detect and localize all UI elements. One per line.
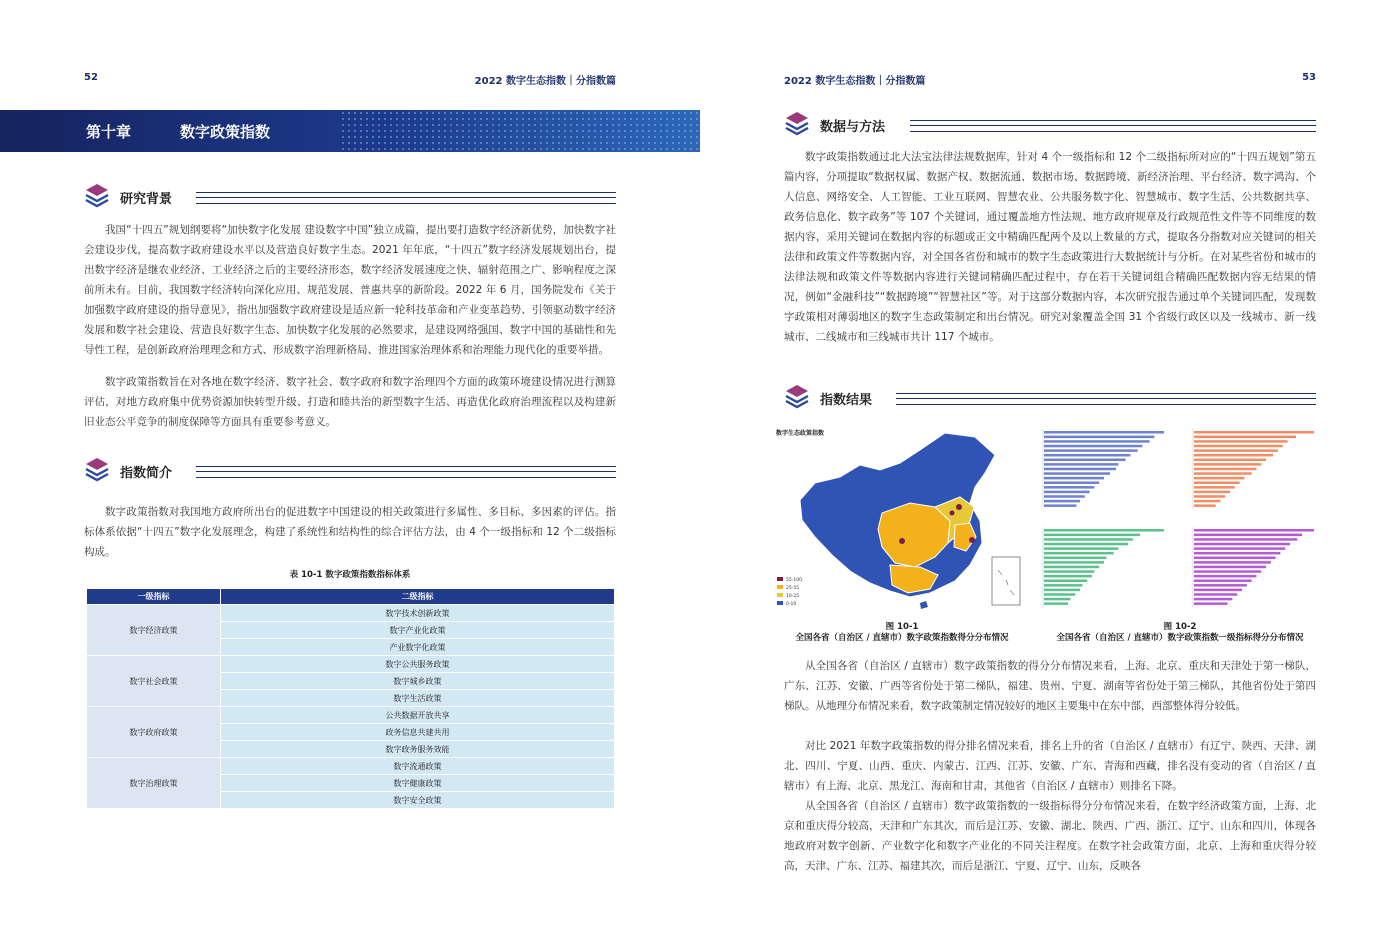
mini-chart-bar	[1194, 593, 1237, 596]
figure-1-label: 图 10-1	[885, 622, 919, 632]
mini-chart-bar	[1044, 436, 1154, 439]
legend-item: 10-25	[777, 593, 802, 601]
table-header: 一级指标	[87, 589, 221, 605]
section-rule	[896, 393, 1316, 405]
mini-chart-bar	[1194, 445, 1283, 448]
mini-chart-bar	[1194, 543, 1290, 546]
section-header-method	[784, 110, 1316, 140]
mini-chart-bar	[1044, 468, 1116, 471]
results-paragraph-1: 从全国各省（自治区 / 直辖市）数字政策指数的得分分布情况来看，上海、北京、重庆和天津处于第一梯队，广东、江苏、安徽、广西等省份处于第二梯队，福建、贵州、宁夏、湖南等省份处于第三梯队，其他省份处于第四梯队。从地理分布情况来看，数字政策制定情况较好的地区主要集中在东中部，西部整体得分较低。	[784, 660, 1316, 712]
level2-indicator: 数字健康政策	[221, 775, 615, 792]
section-title: 指数结果	[820, 393, 873, 408]
section-rule	[910, 120, 1316, 132]
section-header-results	[784, 383, 1316, 413]
mini-chart-bar	[1194, 552, 1280, 555]
section-title: 数据与方法	[820, 120, 886, 135]
mini-chart-bar	[1044, 552, 1114, 555]
mini-chart-bar	[1044, 495, 1085, 498]
level2-indicator: 政务信息共建共用	[221, 724, 615, 741]
chapter-banner-pattern	[340, 110, 700, 152]
mini-chart-bar	[1194, 477, 1244, 480]
mini-chart-bar	[1044, 431, 1164, 434]
mini-chart-bar	[1194, 579, 1252, 582]
results-paragraph-2: 对比 2021 年数字政策指数的得分排名情况来看，排名上升的省（自治区 / 直辖市）有辽宁、陕西、天津、湖北、四川、宁夏、山西、重庆、内蒙古、江西、江苏、安徽、广东、青海和西藏，排名没有变动的省（自治区 / 直辖市）有上海、北京、黑龙江、海南和甘肃，其他省（自治区 / 直辖市）则排名下降。	[784, 740, 1316, 792]
level2-indicator: 数字流通政策	[221, 758, 615, 775]
mini-chart-bar	[1044, 575, 1092, 578]
legend-item: 0-10	[777, 601, 802, 609]
figure-1-caption: 全国各省（自治区 / 直辖市）数字政策指数得分分布情况	[795, 633, 1009, 643]
map-legend	[777, 577, 802, 609]
level2-indicator: 数字技术创新政策	[221, 605, 615, 622]
table-row	[87, 605, 615, 622]
mini-chart-bar	[1044, 481, 1099, 484]
level1-indicator: 数字治理政策	[87, 758, 221, 809]
level2-indicator: 数字产业化政策	[221, 622, 615, 639]
mini-chart-bar	[1044, 472, 1110, 475]
section-title: 指数简介	[120, 466, 173, 481]
level2-indicator: 数字城乡政策	[221, 673, 615, 690]
mini-chart-bar	[1194, 459, 1266, 462]
section-rule	[196, 466, 616, 478]
mini-chart-bar	[1194, 602, 1228, 605]
mini-chart-bar	[1194, 570, 1261, 573]
level1-indicator: 数字经济政策	[87, 605, 221, 656]
legend-item: 25-55	[777, 585, 802, 593]
mini-chart-bar	[1044, 449, 1138, 452]
chapter-title: 数字政策指数	[180, 123, 271, 141]
mini-chart-bar	[1194, 538, 1297, 541]
chapter-number: 第十章	[86, 123, 132, 141]
level2-indicator: 数字公共服务政策	[221, 656, 615, 673]
mini-chart-bar	[1044, 589, 1080, 592]
mini-chart-bar	[1194, 440, 1288, 443]
mini-chart-bar	[1194, 575, 1256, 578]
level1-indicator: 数字社会政策	[87, 656, 221, 707]
mini-chart-bar	[1044, 440, 1150, 443]
figure-2-caption: 全国各省（自治区 / 直辖市）数字政策指数一级指标得分分布情况	[1056, 633, 1304, 643]
layers-icon	[784, 110, 810, 140]
mini-chart-bar	[1194, 598, 1232, 601]
mini-chart-bar	[1194, 547, 1285, 550]
mini-chart-bar	[1194, 454, 1273, 457]
legend-item: 55-100	[777, 577, 802, 585]
mini-chart-bar	[1044, 500, 1080, 503]
mini-chart-bar	[1044, 454, 1130, 457]
mini-chart-bar	[1194, 561, 1271, 564]
layers-icon	[784, 383, 810, 413]
mini-chart-bar	[1044, 598, 1070, 601]
mini-chart-bar	[1044, 547, 1118, 550]
mini-chart-bar	[1194, 557, 1276, 560]
table-row	[87, 758, 615, 775]
mini-chart-bar	[1194, 481, 1240, 484]
right-page	[700, 0, 1400, 950]
mini-chart-bar	[1044, 504, 1076, 507]
china-map	[770, 425, 1038, 617]
intro-paragraph: 数字政策指数对我国地方政府所出台的促进数字中国建设的相关政策进行多属性、多目标、多因素的评估。指标体系依据“十四五”数字化发展理念，构建了系统性和结构性的综合评估方法，由 4 个一级指标和 12 个二级指标构成。	[84, 506, 616, 558]
level2-indicator: 数字政务服务效能	[221, 741, 615, 758]
background-paragraph-1: 我国“十四五”规划纲要将“加快数字化发展 建设数字中国”独立成篇，提出要打造数字经济新优势，加快数字社会建设步伐，提高数字政府建设水平以及营造良好数字生态。2021 年年底，“十四五”数字经济发展规划出台，提出数字经济是继农业经济、工业经济之后的主要经济形态，数字经济发展速度之快、辐射范围之广、影响程度之深前所未有。目前，我国数字经济转向深化应用、规范发展、普惠共享的新阶段。2022 年 6 月，国务院发布《关于加强数字政府建设的指导意见》，指出加强数字政府建设是适应新一轮科技革命和产业变革趋势、引领驱动数字经济发展和数字社会建设、营造良好数字生态、加快数字化发展的必然要求，是建设网络强国、数字中国的基础性和先导性工程，是创新政府治理理念和方式、形成数字治理新格局、推进国家治理体系和治理能力现代化的重要举措。	[84, 224, 616, 356]
table-row	[87, 707, 615, 724]
mini-chart-bar	[1044, 602, 1068, 605]
results-paragraph-3: 从全国各省（自治区 / 直辖市）数字政策指数的一级指标得分分布情况来看，在数字经济政策方面，上海、北京和重庆得分较高，天津和广东其次，而后是江苏、安徽、湖北、陕西、广西、浙江、辽宁、山东和四川，体现各地政府对数字创新、产业数字化和数字产业化的不同关注程度。在数字社会政策方面，北京、上海和重庆得分较高，天津、广东、江苏、福建其次，而后是浙江、宁夏、辽宁、山东，反映各	[784, 800, 1316, 872]
mini-chart-bar	[1044, 584, 1082, 587]
mini-chart-bar	[1194, 495, 1225, 498]
mini-chart-bar	[1194, 504, 1216, 507]
mini-chart-bar	[1044, 561, 1104, 564]
layers-icon	[84, 182, 110, 212]
mini-chart-bar	[1194, 431, 1314, 434]
table-header: 二级指标	[221, 589, 615, 605]
chapter-banner	[0, 110, 700, 152]
mini-chart-bar	[1194, 566, 1266, 569]
mini-chart-bar	[1194, 589, 1242, 592]
level2-indicator: 数字生活政策	[221, 690, 615, 707]
left-page-number: 52	[84, 72, 98, 83]
level2-indicator: 公共数据开放共享	[221, 707, 615, 724]
level2-indicator: 产业数字化政策	[221, 639, 615, 656]
level1-indicator: 数字政府政策	[87, 707, 221, 758]
mini-chart-bar	[1044, 557, 1106, 560]
table-caption: 表 10-1 数字政策指数指标体系	[289, 570, 411, 580]
mini-chart-bar	[1044, 463, 1118, 466]
mini-chart-bar	[1194, 449, 1278, 452]
mini-chart-bar	[1194, 436, 1296, 439]
mini-chart-bar	[1194, 491, 1230, 494]
mini-chart-bar	[1044, 543, 1128, 546]
indicator-bar-charts	[1035, 425, 1325, 620]
section-title: 研究背景	[120, 192, 173, 207]
method-paragraph: 数字政策指数通过北大法宝法律法规数据库，针对 4 个一级指标和 12 个二级指标所对应的“十四五规划”第五篇内容，分项提取“数据权属、数据产权、数据流通、数据市场、数据跨境、新经济治理、平台经济、数字鸿沟、个人信息、网络安全、人工智能、工业互联网、智慧农业、公共服务数字化、智慧城市、数字生活、公共数据共享、政务信息化、数字政务”等 107 个关键词，通过覆盖地方性法规、地方政府规章及行政规范性文件等不同维度的数据内容，采用关键词在数据内容的标题或正文中精确匹配两个及以上数量的方式，提取各分指数对应关键词的相关法律和政策文件等数据内容，对全国各省份和城市的数字生态政策进行大数据统计与分析。在对某些省份和城市的法律法规和政策文件等数据内容进行关键词精确匹配过程中，存在若干关键词组合精确匹配数据内容无结果的情况，例如“金融科技”“数据跨境”“智慧社区”等。对于这部分数据内容，本次研究报告通过单个关键词匹配，发现数字政策相对薄弱地区的数字生态政策制定和出台情况。研究对象覆盖全国 31 个省级行政区以及一线城市、新一线城市、二线城市和三线城市共计 117 个城市。	[784, 151, 1316, 343]
indicator-table	[86, 588, 615, 809]
mini-chart-bar	[1194, 584, 1247, 587]
mini-chart-bar	[1044, 491, 1090, 494]
layers-icon	[84, 456, 110, 486]
mini-chart-bar	[1044, 579, 1087, 582]
mini-chart-bar	[1044, 570, 1094, 573]
mini-chart-bar	[1044, 534, 1140, 537]
section-header-intro	[84, 456, 616, 486]
left-running-header: 2022 数字生态指数｜分指数篇	[474, 76, 616, 87]
table-row	[87, 656, 615, 673]
right-page-number: 53	[1302, 72, 1316, 83]
mini-chart-bar	[1044, 529, 1164, 532]
mini-chart-bar	[1044, 477, 1104, 480]
mini-chart-bar	[1044, 566, 1099, 569]
mini-chart-bar	[1044, 593, 1075, 596]
map-title: 数字生态政策指数	[776, 430, 825, 437]
mini-chart-bar	[1194, 463, 1261, 466]
mini-chart-bar	[1044, 445, 1142, 448]
mini-chart-bar	[1194, 486, 1235, 489]
mini-chart-bar	[1194, 534, 1302, 537]
mini-chart-bar	[1194, 472, 1252, 475]
mini-chart-bar	[1044, 459, 1126, 462]
right-running-header: 2022 数字生态指数｜分指数篇	[784, 76, 926, 87]
figure-2-label: 图 10-2	[1163, 622, 1197, 632]
mini-chart-bar	[1194, 500, 1220, 503]
mini-chart-bar	[1194, 468, 1256, 471]
mini-chart-bar	[1044, 486, 1094, 489]
section-rule	[196, 192, 616, 204]
background-paragraph-2: 数字政策指数旨在对各地在数字经济、数字社会、数字政府和数字治理四个方面的政策环境建设情况进行测算评估，对地方政府集中优势资源加快转型升级、打造和睦共治的新型数字生活、再造优化政府治理流程以及构建新旧业态公平竞争的制度保障等方面具有重要参考意义。	[84, 376, 616, 428]
mini-chart-bar	[1194, 529, 1314, 532]
level2-indicator: 数字安全政策	[221, 792, 615, 809]
mini-chart-bar	[1044, 538, 1133, 541]
section-header-background	[84, 182, 616, 212]
